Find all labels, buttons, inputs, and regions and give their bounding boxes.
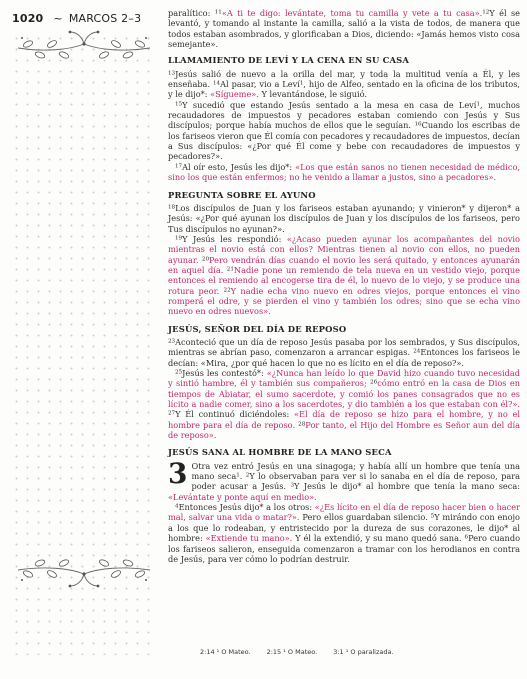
chapter-number: 3 bbox=[168, 456, 188, 490]
scripture-paragraph bbox=[168, 100, 520, 162]
scripture-text: , hijo de Alfeo, sentado en la oficina de los tributos, y le dijo*: bbox=[168, 79, 521, 100]
scripture-text: Pero ellos guardaban silencio. bbox=[299, 512, 431, 523]
verse-number: 26 bbox=[370, 379, 378, 386]
words-of-jesus: «¿Es lícito en el día de reposo hacer bien o hacer mal, salvar una vida o matar?». bbox=[168, 502, 520, 523]
scripture-text: Al pasar, vio a Leví bbox=[220, 79, 300, 90]
footnote: 3:1 ¹ O paralizada. bbox=[333, 648, 394, 656]
verse-number: 16 bbox=[414, 121, 422, 128]
words-of-jesus: «Los que están sanos no tienen necesidad de médico, sino los que están enfermos; no he venido a llamar a justos, sino a pecadores». bbox=[168, 161, 520, 183]
scripture-text: Jesús les contestó*: bbox=[182, 368, 267, 378]
words-of-jesus: Pero vendrán días cuando el novio les será quitado, y entonces ayunarán en aquel día. bbox=[168, 254, 520, 275]
verse-number: 24 bbox=[413, 348, 421, 355]
words-of-jesus: Nadie pone un remiendo de tela nueva en un vestido viejo, porque entonces el remiendo al encogerse tira de él, lo nuevo de lo viejo, y se produce una rotura peor. bbox=[168, 264, 520, 296]
words-of-jesus: «A ti te digo: levántate, toma tu camilla y vete a tu casa». bbox=[221, 8, 483, 18]
words-of-jesus: Y nadie echa vino nuevo en odres viejos, porque entonces el vino romperá el odre, y se pierden el vino y también los odres; sino que se echa vino nuevo en odres nuevos». bbox=[168, 285, 520, 317]
floral-flourish-top-icon bbox=[14, 26, 154, 66]
floral-flourish-bottom-icon bbox=[14, 552, 154, 592]
section-heading: JESÚS, SEÑOR DEL DÍA DE REPOSO bbox=[168, 323, 347, 334]
scripture-text: , muchos recaudadores de impuestos y pecadores estaban comiendo con Jesús y Sus discípulos; porque había muchos de ellos que le seguían. bbox=[168, 99, 520, 131]
words-of-jesus: cómo entró en la casa de Dios en tiempos de Abiatar, el sumo sacerdote, y comió los panes consagrados que no es lícito a nadie comer, sino a los sacerdotes, y dio también a los que estaban con él?». bbox=[168, 378, 520, 410]
verse-number: 21 bbox=[226, 266, 234, 273]
words-of-jesus: Por tanto, el Hijo del Hombre es Señor aun del día de reposo». bbox=[168, 419, 520, 441]
scripture-text: Aconteció que un día de reposo Jesús pasaba por los sembrados, y Sus discípulos, mientras se abrían paso, comenzaron a arrancar espigas. bbox=[168, 336, 520, 358]
verse-number: 1 bbox=[299, 80, 304, 87]
verse-number: 23 bbox=[168, 338, 176, 345]
footnote: 2:14 ¹ O Mateo. bbox=[200, 648, 251, 656]
verse-number: 19 bbox=[175, 235, 183, 242]
section-heading: JESÚS SANA AL HOMBRE DE LA MANO SECA bbox=[168, 447, 392, 458]
section-heading: PREGUNTA SOBRE EL AYUNO bbox=[168, 189, 316, 200]
verse-number: 2 bbox=[245, 472, 250, 479]
scripture-paragraph bbox=[168, 162, 520, 183]
scripture-text: Y levantándose, le siguió. bbox=[258, 89, 368, 100]
header-separator: ~ bbox=[53, 12, 63, 25]
scripture-text: Entonces Jesús dijo* a los otros: bbox=[178, 502, 315, 513]
verse-number: 17 bbox=[175, 163, 183, 170]
verse-number: 3 bbox=[290, 482, 295, 489]
scripture-text: Y lo observaban para ver si lo sanaba en el día de reposo, para poder acusar a Jesús. bbox=[191, 471, 520, 492]
verse-number: 1 bbox=[236, 472, 240, 479]
footnote: 2:15 ¹ O Mateo. bbox=[266, 648, 318, 656]
section-heading: LLAMAMIENTO DE LEVÍ Y LA CENA EN SU CASA bbox=[168, 55, 410, 66]
scripture-text: Y Jesús le dijo* al hombre que tenía la mano seca: bbox=[294, 481, 520, 492]
words-of-jesus: «Sígueme». bbox=[210, 89, 259, 100]
words-of-jesus: «¿Acaso pueden ayunar los acompañantes del novio mientras el novio está con ellos? Mientras tienen al novio con ellos, no pueden ayunar. bbox=[168, 233, 520, 265]
scripture-paragraph bbox=[168, 456, 520, 502]
scripture-text: Al oír esto, Jesús les dijo*: bbox=[182, 161, 296, 172]
verse-number: 11 bbox=[214, 9, 222, 16]
scripture-text: . bbox=[239, 471, 246, 482]
scripture-paragraph bbox=[168, 502, 520, 564]
scripture-text: Pero cuando los fariseos salieron, enseguida comenzaron a tramar con los herodianos en contra de Jesús, para ver cómo lo podrían destruir. bbox=[168, 533, 521, 564]
verse-number: 18 bbox=[168, 204, 176, 211]
page-number: 1020 bbox=[12, 12, 44, 25]
verse-number: 27 bbox=[168, 410, 176, 417]
scripture-text: Los discípulos de Juan y los fariseos estaban ayunando; y vinieron* y dijeron* a Jesús: «¿Por qué ayunan los discípulos de Juan y los discípulos de los fariseos, pero Tus discípulos no ayunan?». bbox=[168, 202, 520, 234]
words-of-jesus: «¿Nunca han leído lo que David hizo cuando tuvo necesidad y sintió hambre, él y también sus compañeros; bbox=[168, 368, 520, 389]
verse-number: 4 bbox=[175, 503, 179, 510]
verse-number: 5 bbox=[430, 513, 435, 520]
scripture-text-column bbox=[168, 8, 520, 564]
scripture-paragraph bbox=[168, 203, 520, 234]
words-of-jesus: «Extiende tu mano». bbox=[205, 533, 293, 544]
scripture-paragraph bbox=[168, 368, 520, 440]
scripture-paragraph bbox=[168, 8, 520, 49]
scripture-text: Cuando los escribas de los fariseos vieron que Él comía con pecadores y recaudadores de impuestos, decían a Sus discípulos: «¿Por qué Él come y bebe con recaudadores de impuestos y pecadores?». bbox=[168, 120, 520, 162]
verse-number: 28 bbox=[298, 421, 306, 428]
footnotes bbox=[200, 648, 410, 656]
verse-number: 22 bbox=[223, 287, 231, 293]
verse-number: 1 bbox=[476, 101, 480, 108]
scripture-paragraph bbox=[168, 69, 520, 100]
verse-number: 20 bbox=[201, 255, 210, 262]
book-reference: MARCOS 2–3 bbox=[68, 12, 142, 25]
scripture-paragraph bbox=[168, 234, 520, 317]
verse-number: 12 bbox=[482, 9, 490, 16]
scripture-text: paralítico: bbox=[168, 8, 215, 18]
scripture-text: Y él la extendió, y su mano quedó sana. bbox=[292, 533, 465, 544]
scripture-text: Y Él continuó diciéndoles: bbox=[175, 409, 295, 420]
scripture-text: Y sucedió que estando Jesús sentado a la mesa en casa de Leví bbox=[182, 99, 477, 110]
verse-number: 13 bbox=[168, 70, 176, 77]
scripture-text: Entonces los fariseos le decían: «Mira, ¿por qué hacen lo que no es lícito en el día de reposo?». bbox=[168, 347, 520, 368]
words-of-jesus: «El día de reposo se hizo para el hombre, y no el hombre para el día de reposo. bbox=[168, 409, 521, 430]
scripture-text: Y mirándo con enojo a los que lo rodeaban, y entristecido por la dureza de sus corazones, le dijo* al hombre: bbox=[168, 512, 520, 544]
page-header bbox=[12, 12, 141, 25]
scripture-text: Jesús salió de nuevo a la orilla del mar, y toda la multitud venía a Él, y les enseñaba. bbox=[168, 68, 520, 90]
words-of-jesus: «Levántate y ponte aquí en medio». bbox=[168, 491, 317, 502]
verse-number: 6 bbox=[464, 534, 469, 541]
scripture-text: Y él se levantó, y tomando al instante la camilla, salió a la vista de todos, de manera que todos estaban asombrados, y glorificaban a Dios, diciendo: «Jamás hemos visto cosa semejante». bbox=[168, 8, 521, 50]
verse-number: 15 bbox=[175, 101, 183, 108]
scripture-paragraph bbox=[168, 337, 520, 368]
verse-number: 14 bbox=[213, 80, 221, 87]
scripture-text: Otra vez entró Jesús en una sinagoga; y había allí un hombre que tenía una mano seca bbox=[191, 460, 520, 482]
scripture-text: Y Jesús les respondió: bbox=[182, 233, 287, 244]
verse-number: 25 bbox=[175, 369, 183, 376]
